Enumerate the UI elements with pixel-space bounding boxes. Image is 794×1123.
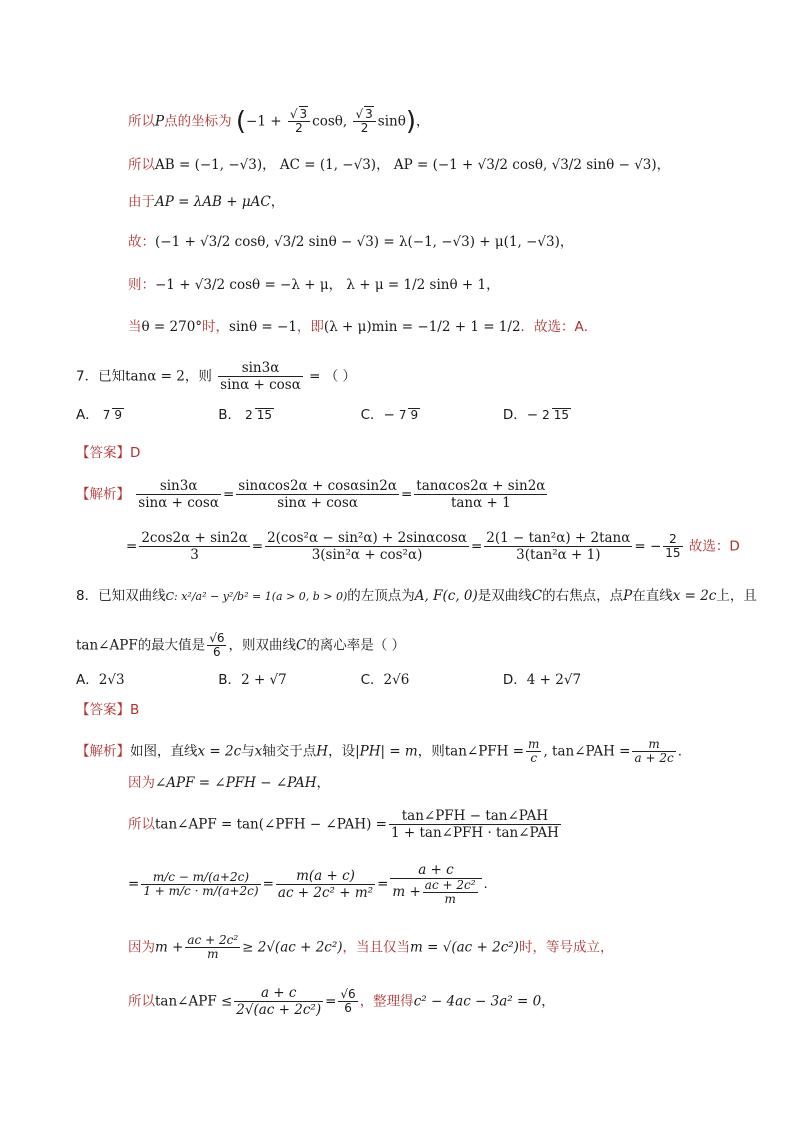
q8-option-b[interactable]: B．2 + √7 xyxy=(218,672,287,688)
q8-stem-1: 8．已知双曲线C: x²/a² − y²/b² = 1(a > 0, b > 0)的左顶点为A, F(c, 0)是双曲线C的右焦点，点P在直线x = 2c上，且 xyxy=(76,588,757,604)
q7-fraction: $\frac{\sin 3\alpha}{\sin\alpha + \cos\alpha}$ xyxy=(220,360,301,393)
q8-analysis-4: = $\frac{m/c - m/(a+2c)}{1 + m/c \cdot m/(a+2c)}$ = $\frac{m(a + c)}{\text{ac + 2c² + m²}}$ = a + c m + $\frac{\text{ac + 2c²}}{m}$ . xyxy=(128,862,488,906)
q7-stem: 7．已知tanα = 2，则 $\frac{\sin 3\alpha}{\sin\alpha + \cos\alpha}$ = （ ） xyxy=(76,360,357,393)
q7-option-b[interactable]: B． 2 15 xyxy=(218,407,272,423)
q7-option-a[interactable]: A． 7 9 xyxy=(76,407,123,423)
q8-option-a[interactable]: A．2√3 xyxy=(76,672,125,688)
p6-line-4: 故：(−1 + √3/2 cosθ, √3/2 sinθ − √3) = λ(−1, −√3) + μ(1, −√3)， xyxy=(128,234,574,250)
q7-answer: 【答案】D xyxy=(76,445,141,461)
q8-stem-2: tan∠APF的最大值是 $\frac{√6}{6}$ ，则双曲线C的离心率是（ ） xyxy=(76,631,406,659)
q8-analysis-6: 所以tan∠APF ≤ $\frac{a + c}{\text{2√(ac + 2c²)}}$ = $\frac{√6}{6}$ ，整理得c² − 4ac − 3a² = 0， xyxy=(128,985,555,1018)
q8-option-c[interactable]: C．2√6 xyxy=(360,672,410,688)
p6-line-5: 则：−1 + √3/2 cosθ = −λ + μ， λ + μ = 1/2 sinθ + 1， xyxy=(128,277,500,293)
q8-answer: 【答案】B xyxy=(76,702,140,718)
q7-analysis-1: 【解析】 $\frac{\sin 3\alpha}{\sin\alpha + \cos\alpha}$ = $\frac{\sin\alpha\cos 2\alpha + \cos\alpha\sin 2\alpha}{\sin\alpha + \cos\alpha}$ = $\frac{\tan\alpha\cos 2\alpha + \sin 2\alpha}{\tan\alpha + 1}$ xyxy=(76,478,546,511)
q8-analysis-3: 所以tan∠APF = tan(∠PFH − ∠PAH) = $\frac{\text{tan∠PFH − tan∠PAH}}{\text{1 + tan∠PFH · tan∠PAH}}$ xyxy=(128,808,559,841)
p6-line-1: 所以P点的坐标为 (−1 + $\frac{√ 3}{2}$ cosθ, $\frac{√ 3}{2}$ sinθ)， xyxy=(128,106,430,137)
q7-option-d[interactable]: D．− 2 15 xyxy=(502,407,570,423)
q8-option-d[interactable]: D．4 + 2√7 xyxy=(502,672,582,688)
q7-option-c[interactable]: C．− 7 9 xyxy=(360,407,419,423)
q7-options xyxy=(76,405,641,425)
q8-analysis-5: 因为m + $\frac{\text{ac + 2c²}}{m}$ ≥ 2√(ac + 2c²)，当且仅当m = √(ac + 2c²)时，等号成立， xyxy=(128,933,614,961)
p6-line-2: 所以AB = (−1, −√3)， AC = (1, −√3)， AP = (−1 + √3/2 cosθ, √3/2 sinθ − √3)， xyxy=(128,157,671,173)
q8-analysis-1: 【解析】如图，直线x = 2c与x轴交于点H，设|PH| = m，则tan∠PFH = $\frac{m}{c}$ , tan∠PAH = $\frac{m}{a + 2c}$ . xyxy=(76,737,682,765)
p6-line-6: 当θ = 270°时，sinθ = −1，即(λ + μ)min = −1/2 + 1 = 1/2．故选：A． xyxy=(128,319,598,335)
p6-line-3: 由于AP = λAB + μAC， xyxy=(128,194,285,210)
q8-options xyxy=(76,670,641,690)
q7-analysis-2: = $\frac{2\cos 2\alpha + \sin 2\alpha}{3}$ = $\frac{\text{2(cos²α − sin²α) + 2sinαcosα}}{\text{3(sin²α + cos²α)}}$ = $\frac{\text{2(1 − tan²α) + 2tanα}}{\text{3(tan²α + 1)}}$ = − $\frac{2}{15}$ 故选：D xyxy=(126,530,740,563)
q8-analysis-2: 因为∠APF = ∠PFH − ∠PAH， xyxy=(128,775,331,791)
